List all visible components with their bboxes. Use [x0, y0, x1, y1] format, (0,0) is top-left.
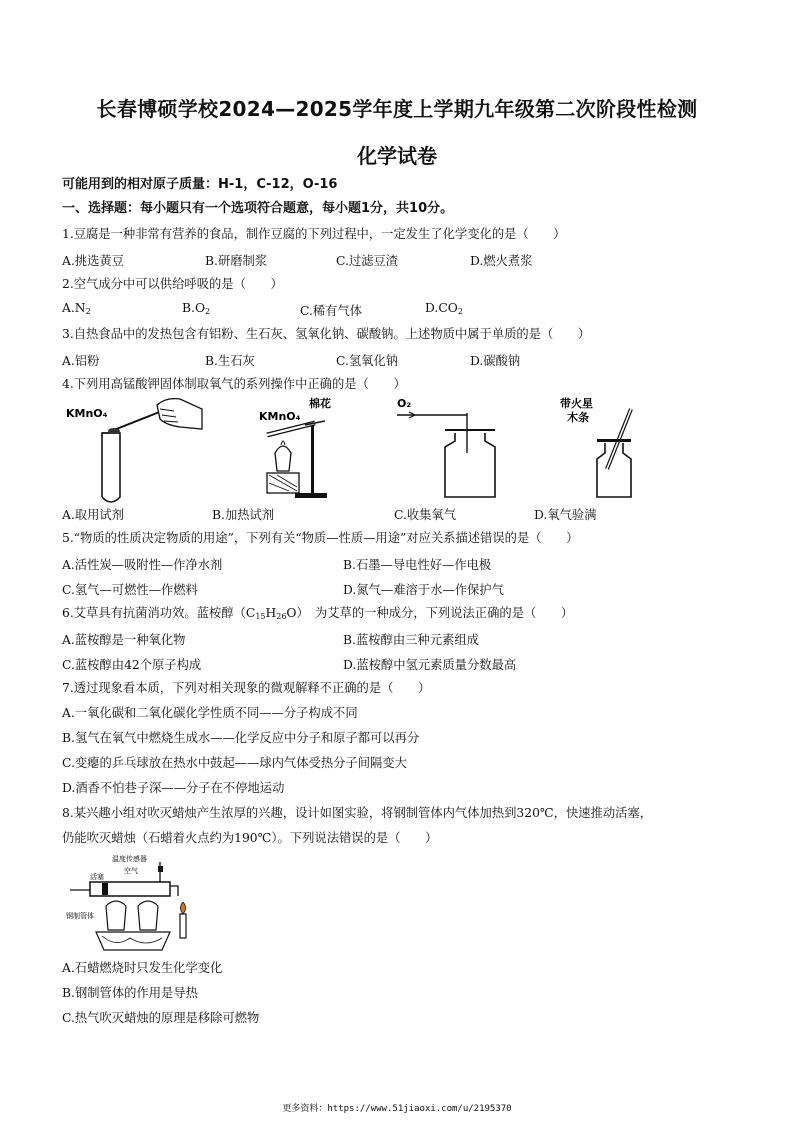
candle-icon [180, 914, 186, 938]
q2-option-a: $A.N_2$ [62, 301, 91, 316]
exam-title: 长春博硕学校2024—2025学年度上学期九年级第二次阶段性检测 [96, 97, 698, 121]
q8-option-b: B.钢制管体的作用是导热 [62, 986, 198, 1000]
q4-option-d: D.氧气验满 [534, 508, 597, 522]
q5-option-c: C.氢气—可燃性—作燃料 [62, 583, 198, 597]
question-8-stem-line-1: 8.某兴趣小组对吹灭蜡烛产生浓厚的兴趣，设计如图实验，将钢制管体内气体加热到320℃，快速推动活塞， [62, 806, 653, 820]
piston-icon [102, 883, 108, 895]
q4-option-a: A.取用试剂 [62, 508, 124, 522]
q3-option-d: D.碳酸钠 [470, 354, 521, 368]
figure-heat-reagent [245, 393, 355, 503]
sensor-label: 温度传感器 [112, 855, 147, 863]
piston-label: 活塞 [90, 873, 104, 881]
q3-option-b: B.生石灰 [205, 354, 255, 368]
oxygen-label: O₂ [397, 397, 412, 410]
q2-option-c: C.稀有气体 [300, 304, 363, 318]
q7-option-b: B.氢气在氧气中燃烧生成水——化学反应中分子和原子都可以再分 [62, 731, 420, 745]
q7-option-a: A.一氧化碳和二氧化碳化学性质不同——分子构成不同 [62, 706, 358, 720]
cotton-label: 棉花 [309, 397, 331, 410]
alcohol-lamp-left-icon [106, 901, 126, 930]
q2-option-b: $B.O_2$ [182, 301, 211, 316]
test-tube-icon [102, 433, 120, 502]
flame-icon [181, 902, 186, 914]
q6-option-c: C.蓝桉醇由42个原子构成 [62, 658, 202, 672]
q4-option-b: B.加热试剂 [212, 508, 275, 522]
q6-option-a: A.蓝桉醇是一种氧化物 [62, 633, 186, 647]
question-5-stem: 5.“物质的性质决定物质的用途”，下列有关“物质—性质—用途”对应关系描述错误的是（ ） [62, 531, 579, 545]
question-1-stem: 1.豆腐是一种非常有营养的食品，制作豆腐的下列过程中，一定发生了化学变化的是（ ） [62, 227, 566, 241]
q1-option-b: B.研磨制浆 [205, 254, 268, 268]
figure-test-full [560, 393, 695, 503]
gas-bottle-icon [445, 433, 495, 497]
question-6-stem: 6.艾草具有抗菌消功效。蓝桉醇$(C_{15}H_{26}O)$ 为艾草的一种成分，下列说法正确的是（ ） [62, 606, 574, 621]
q1-option-a: A.挑选黄豆 [62, 254, 124, 268]
q3-option-c: C.氢氧化钠 [336, 354, 399, 368]
section-heading: 一、选择题：每小题只有一个选项符合题意，每小题1分，共10分。 [62, 201, 454, 216]
q7-option-c: C.变瘪的乒乓球放在热水中鼓起——球内气体受热分子间隔变大 [62, 756, 407, 770]
q5-option-a: A.活性炭—吸附性—作净水剂 [62, 558, 223, 572]
question-3-stem: 3.自热食品中的发热包含有铝粉、生石灰、氢氧化钠、碳酸钠。上述物质中属于单质的是（ ） [62, 327, 591, 341]
question-2-stem: 2.空气成分中可以供给呼吸的是（ ） [62, 277, 283, 291]
glass-plate-icon [445, 429, 495, 431]
iron-stand-icon [311, 423, 314, 495]
q6-option-b: B.蓝桉醇由三种元素组成 [343, 633, 479, 647]
exam-subtitle: 化学试卷 [357, 144, 437, 168]
footer-link[interactable]: 更多资料：https://www.51jiaoxi.com/u/2195370 [282, 1104, 512, 1114]
q5-option-d: D.氮气—难溶于水—作保护气 [343, 583, 504, 597]
question-7-stem: 7.透过现象看本质，下列对相关现象的微观解释不正确的是（ ） [62, 681, 431, 695]
q4-option-c: C.收集氧气 [394, 508, 457, 522]
atomic-mass-note: 可能用到的相对原子质量：H-1，C-12，O-16 [62, 177, 338, 192]
alcohol-lamp-right-icon [138, 901, 158, 930]
q3-option-a: A.铝粉 [62, 354, 100, 368]
figure-take-reagent [62, 393, 212, 503]
q6-option-d: D.蓝桉醇中氢元素质量分数最高 [343, 658, 517, 672]
q1-option-d: D.燃火煮浆 [470, 254, 533, 268]
question-4-stem: 4.下列用高锰酸钾固体制取氧气的系列操作中正确的是（ ） [62, 377, 406, 391]
q7-option-d: D.酒香不怕巷子深——分子在不停地运动 [62, 781, 285, 795]
air-label: 空气 [124, 867, 138, 875]
splint-label-2: 木条 [567, 411, 589, 424]
figure-collect-oxygen [395, 393, 505, 503]
hand-icon [157, 399, 202, 429]
q8-option-c: C.热气吹灭蜡烛的原理是移除可燃物 [62, 1011, 260, 1025]
alcohol-lamp-icon [275, 446, 291, 471]
q8-option-a: A.石蜡燃烧时只发生化学变化 [62, 961, 223, 975]
splint-label-1: 带火星 [560, 397, 593, 410]
q1-option-c: C.过滤豆渣 [336, 254, 399, 268]
spatula-icon [114, 411, 162, 430]
q2-option-d: $D.CO_2$ [425, 301, 463, 316]
figure-candle-experiment [62, 852, 202, 954]
kmno4-label-b: KMnO₄ [259, 410, 301, 423]
q5-option-b: B.石墨—导电性好—作电极 [343, 558, 492, 572]
kmno4-label-a: KMnO₄ [66, 407, 108, 420]
steel-tube-label: 钢制管体 [66, 912, 94, 920]
question-8-stem-line-2: 仍能吹灭蜡烛（石蜡着火点约为190℃）。下列说法错误的是（ ） [62, 831, 438, 845]
